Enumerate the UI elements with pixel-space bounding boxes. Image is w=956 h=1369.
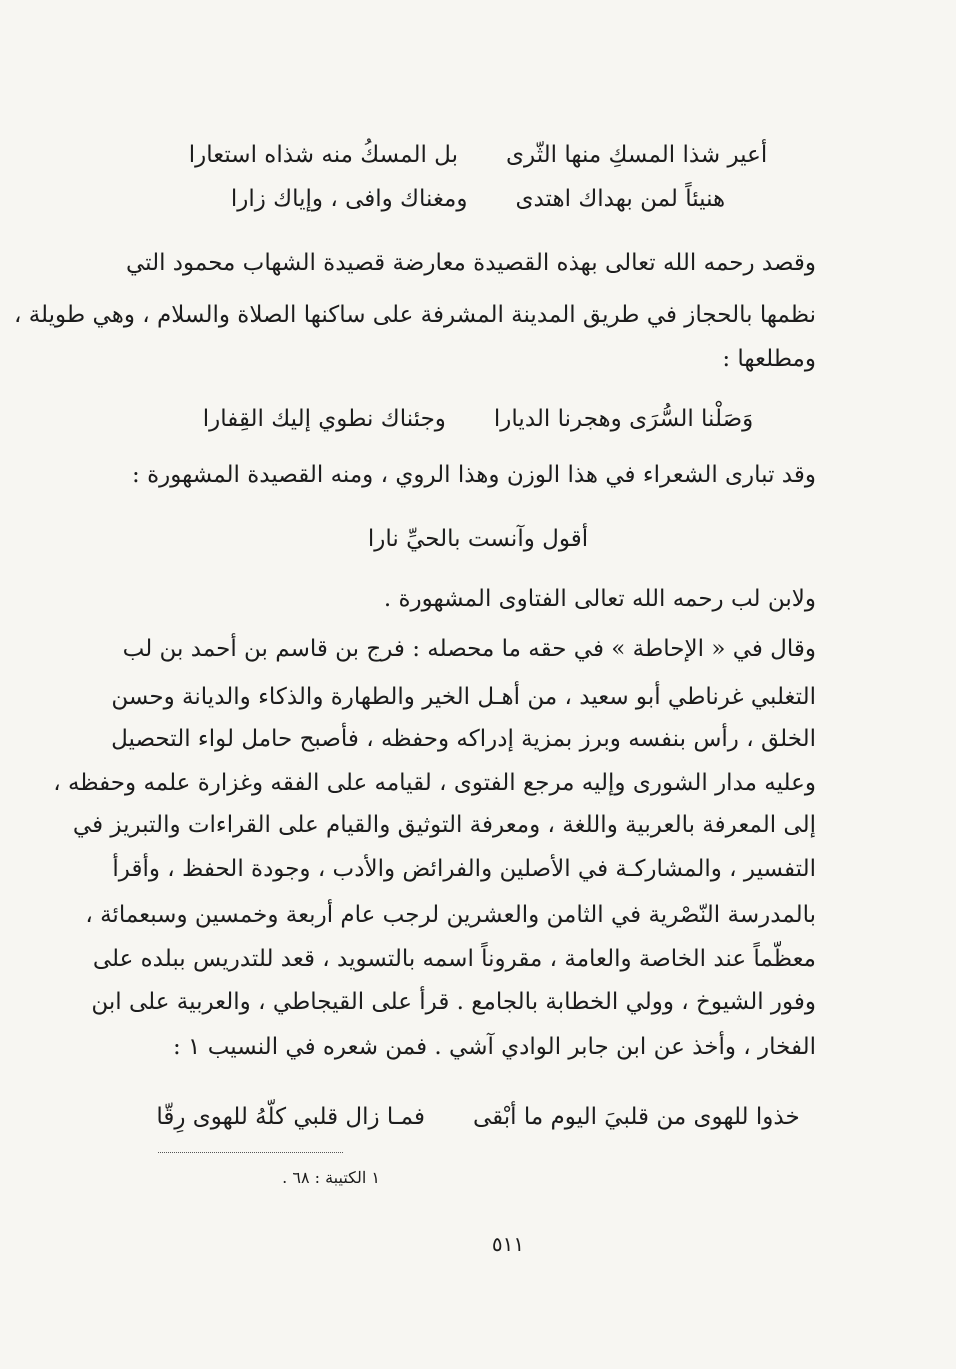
verse-3-first-hemistich: وَصَلْنا السُّرَى وهجرنا الديارا (493, 406, 754, 432)
verse-2-first-hemistich: هنيئاً لمن بهداك اهتدى (515, 186, 726, 212)
text-line-7: التغلبي غرناطي أبو سعيد ، من أهـل الخير والطهارة والذكاء والديانة وحسن (111, 684, 816, 710)
text-line-3: ومطلعها : (722, 346, 816, 372)
verse-line-2 (0, 182, 956, 216)
text-line-9: وعليه مدار الشورى وإليه مرجع الفتوى ، لقيامه على الفقه وغزارة علمه وحفظه ، (53, 770, 816, 796)
text-line-15: الفخار ، وأخذ عن ابن جابر الوادي آشي . فمن شعره في النسيب ١ : (172, 1034, 816, 1060)
verse-1-second-hemistich: بل المسكُ منه شذاه استعارا (188, 142, 459, 168)
text-line-1: وقصد رحمه الله تعالى بهذه القصيدة معارضة قصيدة الشهاب محمود التي (125, 250, 816, 276)
page-number: ٥١١ (491, 1232, 525, 1256)
footnote: ١ الكتيبة : ٦٨ . (282, 1168, 380, 1187)
text-line-6: وقال في « الإحاطة » في حقه ما محصله : فرج بن قاسم بن أحمد بن لب (122, 636, 816, 662)
text-line-8: الخلق ، رأس بنفسه وبرز بمزية إدراكه وحفظه ، فأصبح حامل لواء التحصيل (111, 726, 816, 752)
text-line-5: ولابن لب رحمه الله تعالى الفتاوى المشهورة . (383, 586, 816, 612)
verse-1-first-hemistich: أعير شذا المسكِ منها الثّرى (506, 142, 768, 168)
text-line-12: بالمدرسة النّصْرية في الثامن والعشرين لرجب عام أربعة وخمسين وسبعمائة ، (85, 902, 816, 928)
text-line-4: وقد تبارى الشعراء في هذا الوزن وهذا الروي ، ومنه القصيدة المشهورة : (132, 462, 816, 488)
verse-line-1 (0, 138, 956, 172)
text-line-14: وفور الشيوخ ، وولي الخطابة بالجامع . قرأ على القيجاطي ، والعربية على ابن (91, 989, 816, 1015)
verse-line-5 (0, 1100, 956, 1134)
verse-2-second-hemistich: ومغناك وافى ، وإياك زارا (230, 186, 468, 212)
verse-5-first-hemistich: خذوا للهوى من قلبيَ اليوم ما أبْقى (472, 1104, 800, 1130)
footnote-divider (158, 1152, 343, 1153)
text-line-10: إلى المعرفة بالعربية واللغة ، ومعرفة التوثيق والقيام على القراءات والتبريز في (72, 812, 816, 838)
text-line-11: التفسير ، والمشاركـة في الأصلين والفرائض والأدب ، وجودة الحفظ ، وأقرأ (112, 856, 816, 882)
verse-3-second-hemistich: وجئناك نطوي إليك القِفارا (202, 406, 446, 432)
verse-5-second-hemistich: فمـا زال قلبي كلّهُ للهوى رِقّا (156, 1104, 425, 1130)
verse-line-4: أقول وآنست بالحيِّ نارا (367, 526, 589, 552)
verse-line-3 (0, 402, 956, 436)
text-line-13: معظّماً عند الخاصة والعامة ، مقروناً اسمه بالتسويد ، قعد للتدريس ببلده على (92, 946, 816, 972)
text-line-2: نظمها بالحجاز في طريق المدينة المشرفة على ساكنها الصلاة والسلام ، وهي طويلة ، (13, 302, 816, 328)
